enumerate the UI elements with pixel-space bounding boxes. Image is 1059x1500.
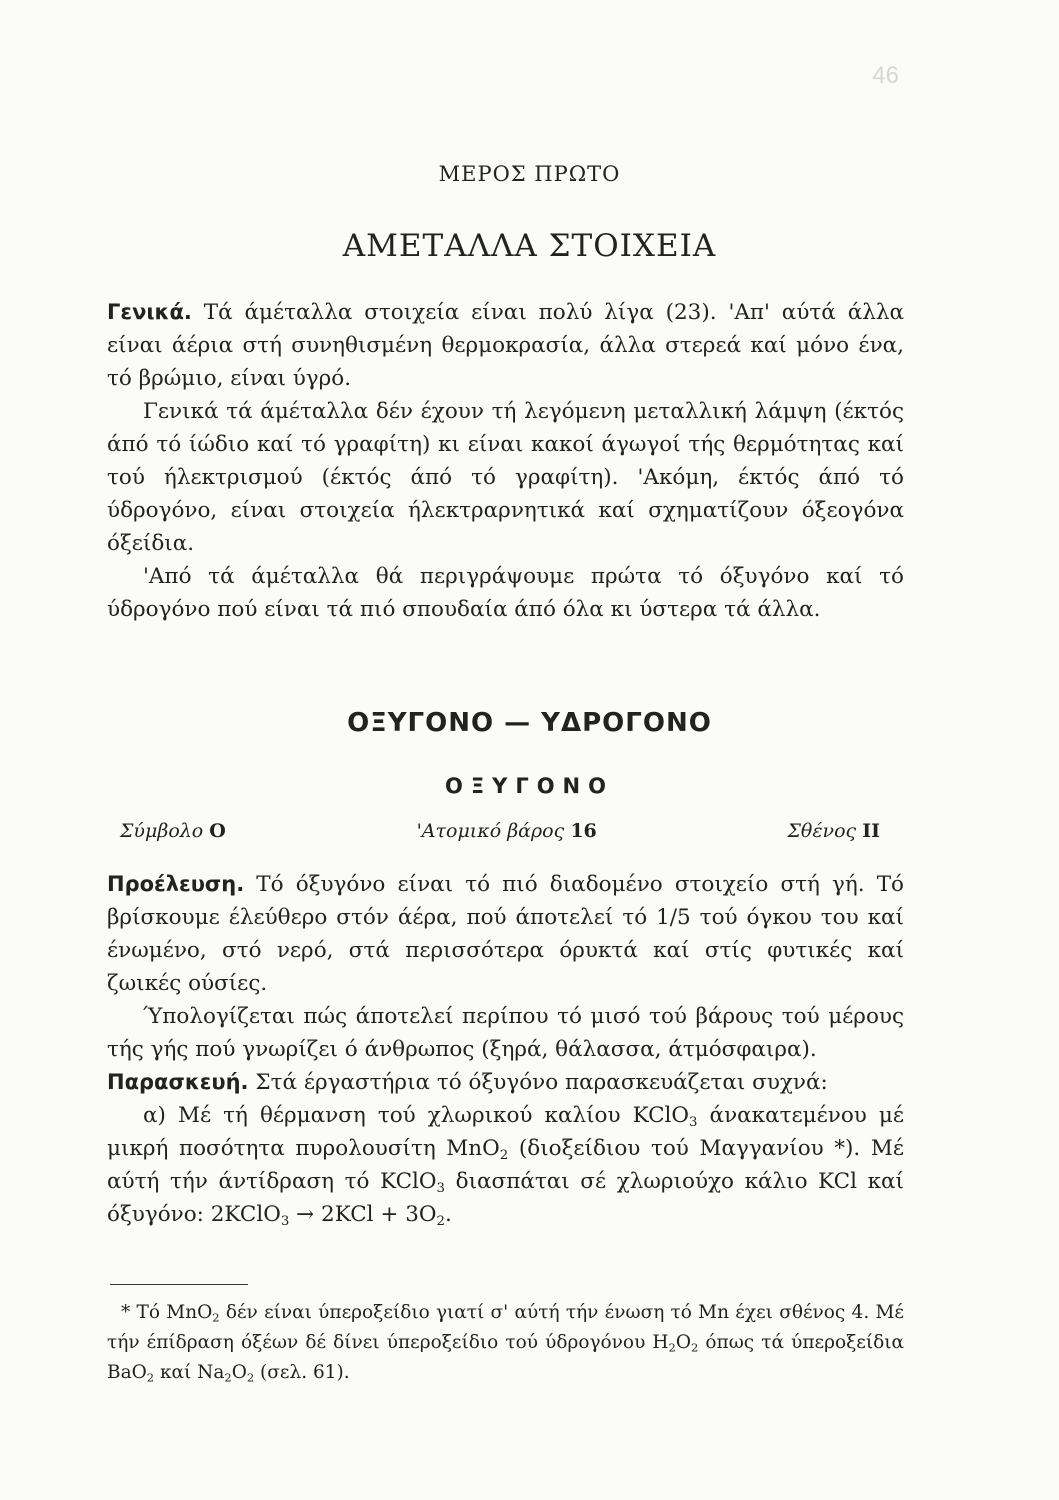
footnote-text-3: O <box>675 1332 692 1353</box>
chapter-title: ΑΜΕΤΑΛΛΑ ΣΤΟΙΧΕΙΑ <box>342 228 717 264</box>
subscript: 2 <box>691 1340 699 1355</box>
weight-property <box>417 820 597 842</box>
page-number: 46 <box>872 62 899 89</box>
part-heading: ΜΕΡΟΣ ΠΡΩΤΟ <box>438 162 621 186</box>
element-properties <box>120 820 880 842</box>
subscript: 3 <box>689 1114 698 1130</box>
footnote <box>107 1298 904 1388</box>
origin-text-1: Τό όξυγόνο είναι τό πιό διαδομένο στοιχείο στή γή. Τό βρίσκουμε έλεύθερο στόν άέρα, πού άποτελεί τό 1/5 τού όγκου του καί ένωμένο, στό νερό, στά περισσότερα όρυκτά καί στίς φυτικές καί ζωικές ούσίες. <box>107 872 904 996</box>
element-heading: ΟΞΥΓΟΝΟ <box>445 774 614 798</box>
footnote-text-7: (σελ. 61). <box>254 1362 350 1383</box>
footnote-text-2: δέν είναι ύπεροξείδιο γιατί σ' αύτή τήν ένωση τό Mn έχει σθένος 4. Μέ τήν έπίδραση όξέων δέ δίνει ύπεροξείδιο τού ύδρογόνου H <box>107 1302 904 1353</box>
subscript: 2 <box>224 1370 232 1385</box>
subscript: 2 <box>246 1370 255 1385</box>
footnote-divider <box>110 1284 248 1285</box>
origin-paragraph-2: Ύπολογίζεται πώς άποτελεί περίπου τό μισό τού βάρους τού μέρους τής γής πού γνωρίζει ό άνθρωπος (ξηρά, θάλασσα, άτμόσφαιρα). <box>107 1004 904 1062</box>
method-a-text-1: α) Μέ τή θέρμανση τού χλωρικού καλίου KClO <box>143 1103 690 1128</box>
general-text-1: Τά άμέταλλα στοιχεία είναι πολύ λίγα (23). 'Απ' αύτά άλλα είναι άέρια στή συνηθισμένη θερμοκρασία, άλλα στερεά καί μόνο ένα, τό βρώμιο, είναι ύγρό. <box>107 300 904 391</box>
origin-paragraph-1 <box>107 868 904 1000</box>
valence-value: II <box>862 820 880 842</box>
valence-label: Σθένος <box>787 820 857 842</box>
subscript: 3 <box>280 1213 290 1229</box>
symbol-value: O <box>209 820 226 842</box>
footnote-text-1: * Τό MnO <box>121 1302 213 1323</box>
method-a-text-6: . <box>445 1202 452 1227</box>
section-title: ΟΞΥΓΟΝΟ — ΥΔΡΟΓΟΝΟ <box>347 708 712 738</box>
general-paragraph-2: Γενικά τά άμέταλλα δέν έχουν τή λεγόμενη μεταλλική λάμψη (έκτός άπό τό ίώδιο καί τό γραφίτη) κι είναι κακοί άγωγοί τής θερμότητας καί τού ήλεκτρισμού (έκτός άπό τό γραφίτη). 'Ακόμη, έκτός άπό τό ύδρογόνο, είναι στοιχεία ήλεκτραρνητικά καί σχηματίζουν όξεογόνα όξείδια. <box>107 399 904 556</box>
subscript: 2 <box>146 1370 155 1385</box>
footnote-text-5: καί Na <box>154 1362 225 1383</box>
preparation-paragraph <box>107 1066 904 1099</box>
preparation-intro: Στά έργαστήρια τό όξυγόνο παρασκευάζεται συχνά: <box>248 1070 828 1095</box>
general-section <box>107 296 904 626</box>
method-a-text-4: διασπάται σέ χλωριούχο κάλιο KCl καί όξυγόνο: 2KClO <box>107 1169 904 1227</box>
subscript: 2 <box>436 1213 445 1229</box>
method-a-text-3: (διοξείδιου τού Μαγγανίου *). Μέ αύτή τήν άντίδραση τό KClO <box>107 1136 904 1194</box>
footnote-text-4: όπως τά ύπεροξείδια BaO <box>107 1332 904 1383</box>
footnote-text <box>107 1298 904 1388</box>
subscript: 2 <box>668 1340 676 1355</box>
general-paragraph-3: 'Από τά άμέταλλα θά περιγράψουμε πρώτα τό όξυγόνο καί τό ύδρογόνο πού είναι τά πιό σπουδαία άπό όλα κι ύστερα τά άλλα. <box>107 564 904 622</box>
general-lead: Γενικά. <box>107 300 192 324</box>
method-a-text-2: άνακατεμένου μέ μικρή ποσότητα πυρολουσίτη MnO <box>107 1103 904 1161</box>
symbol-label: Σύμβολο <box>120 820 204 842</box>
origin-lead: Προέλευση. <box>107 872 245 896</box>
subscript: 2 <box>499 1147 509 1163</box>
weight-label: 'Ατομικό βάρος <box>416 820 565 842</box>
origin-section <box>107 868 904 1231</box>
subscript: 3 <box>436 1180 446 1196</box>
subscript: 2 <box>212 1310 220 1325</box>
preparation-method-a <box>107 1099 904 1231</box>
footnote-text-6: O <box>231 1362 247 1383</box>
weight-value: 16 <box>570 820 597 842</box>
method-a-text-5: → 2KCl + 3O <box>289 1202 437 1227</box>
symbol-property <box>120 820 226 842</box>
valence-property <box>787 820 880 842</box>
general-paragraph-1 <box>107 296 904 395</box>
preparation-lead: Παρασκευή. <box>107 1070 249 1094</box>
